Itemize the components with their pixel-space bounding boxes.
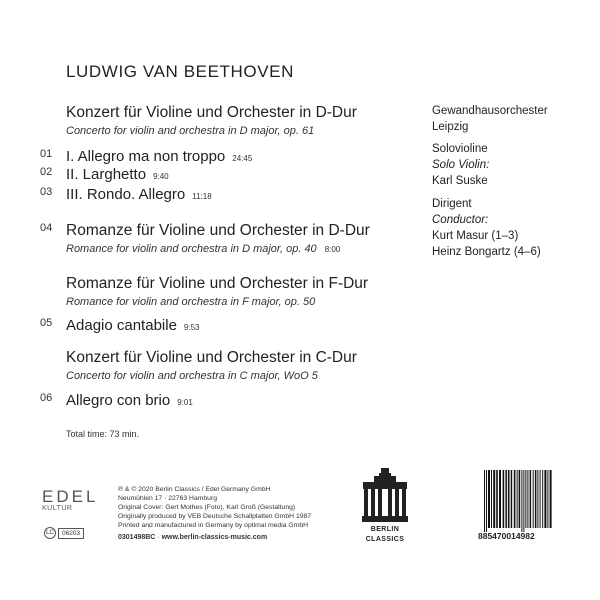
barcode-bar: [527, 470, 528, 528]
legal-line: ℗ & © 2020 Berlin Classics / Edel Germany GmbH: [118, 486, 271, 493]
website-link[interactable]: www.berlin-classics-music.com: [161, 534, 268, 541]
track-title: III. Rondo. Allegro: [66, 186, 186, 203]
track-duration: 9:01: [177, 398, 193, 407]
barcode-bar: [535, 470, 537, 528]
barcode-bar: [499, 470, 501, 528]
track-duration: 9:40: [153, 172, 169, 181]
orchestra-name: Gewandhausorchester: [432, 105, 548, 117]
work-title-row-2: [40, 222, 370, 240]
barcode-bar: [519, 470, 521, 528]
track-duration: 24:45: [232, 154, 253, 163]
track-number: 04: [40, 222, 53, 234]
barcode-bar: [542, 470, 543, 528]
barcode-bar: [523, 470, 524, 532]
solo-label-en: Solo Violin:: [432, 159, 490, 171]
legal-line: Originally produced by VEB Deutsche Schallplatten GmbH 1987: [118, 513, 312, 520]
track-title: II. Larghetto: [66, 166, 147, 183]
track-duration: 9:53: [183, 323, 200, 332]
work-subtitle-4: Concerto for violin and orchestra in C major, WoO 5: [66, 370, 318, 382]
barcode-bar: [530, 470, 532, 528]
brand-line-2: CLASSICS: [365, 536, 405, 543]
work-title-4: Konzert für Violine und Orchester in C-Dur: [66, 349, 357, 366]
conductor-label: Dirigent: [432, 198, 472, 210]
conductor-name-1: Kurt Masur (1–3): [432, 230, 519, 242]
conductor-label-en: Conductor:: [432, 214, 489, 226]
track-row: [40, 166, 169, 183]
composer-name: LUDWIG VAN BEETHOVEN: [66, 62, 294, 81]
track-row: [40, 317, 200, 334]
barcode-bar: [491, 470, 492, 528]
barcode-bar: [540, 470, 541, 528]
credits-orchestra: [432, 103, 548, 135]
work-subtitle-3: Romance for violin and orchestra in F major, op. 50: [66, 296, 316, 308]
barcode-bar: [550, 470, 552, 528]
barcode-bar: [496, 470, 498, 528]
track-title: Adagio cantabile: [66, 317, 177, 334]
work-title-3: Romanze für Violine und Orchester in F-Dur: [66, 275, 369, 292]
barcode-bar: [505, 470, 507, 528]
track-duration: 8:00: [324, 245, 341, 254]
orchestra-city: Leipzig: [432, 121, 469, 133]
work-subtitle-2: [66, 243, 340, 255]
barcode-bar: [511, 470, 513, 528]
barcode-number: 885470014982: [478, 531, 535, 541]
track-row: [40, 186, 212, 203]
edel-logo-text: EDEL: [42, 487, 99, 506]
track-number: 06: [40, 392, 53, 404]
barcode-bar: [508, 470, 510, 528]
work-subtitle-1: Concerto for violin and orchestra in D major, op. 61: [66, 125, 315, 137]
brandenburg-gate-icon: [360, 468, 410, 524]
track-number: 02: [40, 166, 53, 178]
track-row: [40, 392, 193, 409]
barcode-bar: [486, 470, 487, 532]
legal-line: Printed and manufactured in Germany by optimal media GmbH: [118, 522, 309, 529]
work-subtitle-text: Romance for violin and orchestra in D major, op. 40: [66, 243, 317, 255]
barcode-bar: [537, 470, 538, 528]
barcode-bar: [547, 470, 548, 528]
barcode-bar: [521, 470, 522, 532]
lc-code-box: 06203: [58, 528, 84, 539]
catalog-line: [118, 534, 267, 541]
barcode-bar: [514, 470, 516, 528]
barcode-bar: [488, 470, 490, 528]
conductor-name-2: Heinz Bongartz (4–6): [432, 246, 541, 258]
solo-label: Solovioline: [432, 143, 488, 155]
barcode-bar: [525, 470, 526, 528]
credits-conductor: [432, 196, 541, 260]
kultur-logo-text: KULTUR: [42, 505, 73, 512]
total-time: Total time: 73 min.: [66, 429, 140, 439]
barcode-bar: [544, 470, 546, 528]
barcode-bar: [503, 470, 505, 528]
work-title-2: Romanze für Violine und Orchester in D-Dur: [66, 222, 370, 239]
berlin-classics-logo: [360, 468, 410, 550]
barcode-bar: [493, 470, 495, 528]
edel-kultur-logo: [42, 487, 98, 512]
legal-line: Original Cover: Gert Mothes (Foto), Karl Groß (Gestaltung): [118, 504, 296, 511]
soloist-name: Karl Suske: [432, 175, 488, 187]
barcode-bar: [517, 470, 518, 528]
barcode-bar: [533, 470, 534, 528]
barcode-bar: [484, 470, 485, 532]
barcode-image: [482, 470, 552, 532]
track-row: [40, 148, 253, 165]
track-title: Allegro con brio: [66, 392, 171, 409]
work-title-1: Konzert für Violine und Orchester in D-Dur: [66, 104, 357, 121]
separator-dot: ·: [157, 534, 162, 541]
credits-soloist: [432, 141, 489, 189]
brand-line-1: BERLIN: [370, 526, 400, 533]
label-code: [44, 527, 84, 539]
legal-line: Neumühlen 17 · 22763 Hamburg: [118, 495, 217, 502]
legal-notice: [118, 485, 311, 530]
track-number: 03: [40, 186, 53, 198]
catalog-number: 0301498BC: [118, 534, 156, 541]
track-title: I. Allegro ma non troppo: [66, 148, 226, 165]
track-duration: 11:18: [192, 192, 212, 201]
track-number: 01: [40, 148, 53, 160]
lc-circle-icon: LC: [44, 527, 56, 539]
track-number: 05: [40, 317, 53, 329]
